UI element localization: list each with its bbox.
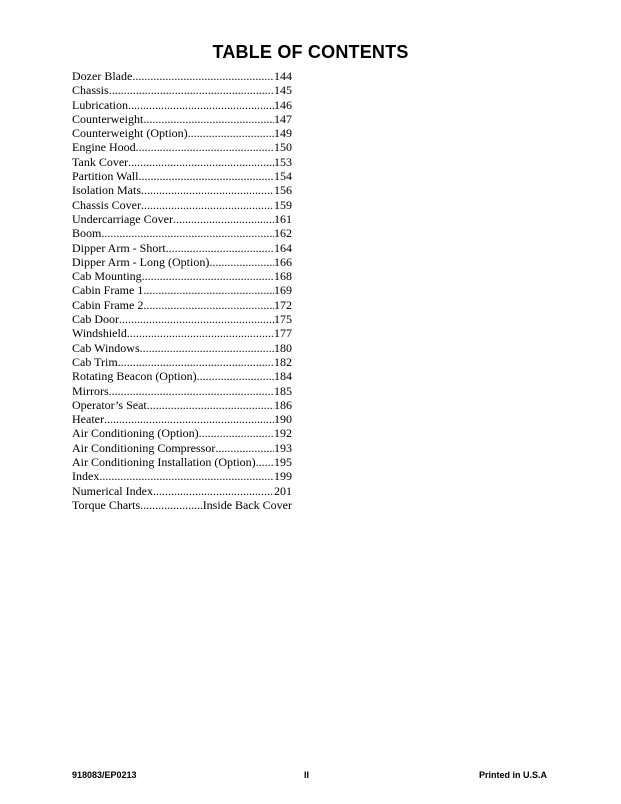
toc-entry-label: Dipper Arm - Long (Option) — [72, 254, 210, 269]
toc-entry-label: Tank Cover — [72, 154, 129, 169]
page-title: TABLE OF CONTENTS — [212, 42, 409, 62]
toc-entry-label: Air Conditioning Installation (Option) — [72, 455, 256, 470]
dot-leader — [141, 198, 274, 212]
dot-leader — [109, 83, 274, 97]
dot-leader — [215, 441, 274, 455]
dot-leader — [101, 226, 274, 240]
toc-entry[interactable] — [72, 312, 292, 326]
toc-entry[interactable] — [72, 226, 292, 240]
dot-leader — [256, 455, 274, 469]
toc-entry[interactable] — [72, 126, 292, 140]
toc-entry[interactable] — [72, 98, 292, 112]
toc-entry-page: 169 — [274, 283, 292, 298]
toc-entry[interactable] — [72, 355, 292, 369]
dot-leader — [141, 183, 274, 197]
toc-entry-label: Rotating Beacon (Option) — [72, 369, 197, 384]
toc-entry-label: Lubrication — [72, 97, 128, 112]
toc-entry-label: Index — [72, 469, 100, 484]
toc-entry-page: 162 — [274, 226, 292, 241]
toc-entry-label: Isolation Mats — [72, 183, 141, 198]
toc-entry-page: 153 — [274, 154, 292, 169]
toc-entry-page: 185 — [274, 383, 292, 398]
footer-doc-number: 918083/EP0213 — [72, 770, 137, 780]
toc-entry-label: Numerical Index — [72, 483, 153, 498]
dot-leader — [153, 484, 274, 498]
toc-entry[interactable] — [72, 326, 292, 340]
dot-leader — [166, 241, 274, 255]
toc-entry[interactable] — [72, 198, 292, 212]
toc-entry-page: 156 — [274, 183, 292, 198]
toc-entry-page: 147 — [274, 111, 292, 126]
toc-entry-page: 149 — [274, 126, 292, 141]
dot-leader — [128, 98, 274, 112]
dot-leader — [197, 369, 274, 383]
dot-leader — [119, 312, 274, 326]
dot-leader — [147, 398, 274, 412]
toc-entry-label: Air Conditioning (Option) — [72, 426, 199, 441]
toc-entry[interactable] — [72, 426, 292, 440]
toc-entry-page: 144 — [274, 69, 292, 83]
toc-entry[interactable] — [72, 398, 292, 412]
dot-leader — [104, 412, 274, 426]
toc-entry-page: 199 — [274, 469, 292, 484]
toc-entry[interactable] — [72, 241, 292, 255]
toc-entry-label: Chassis — [72, 83, 109, 98]
toc-entry[interactable] — [72, 469, 292, 483]
toc-entry-label: Torque Charts — [72, 497, 141, 512]
toc-entry[interactable] — [72, 140, 292, 154]
toc-entry-label: Dipper Arm - Short — [72, 240, 166, 255]
toc-entry-label: Windshield — [72, 326, 127, 341]
toc-entry-label: Boom — [72, 226, 102, 241]
toc-entry-label: Partition Wall — [72, 169, 139, 184]
footer-printed: Printed in U.S.A — [478, 770, 547, 780]
toc-entry[interactable] — [72, 269, 292, 283]
toc-entry-page: 161 — [274, 211, 292, 226]
toc-entry-label: Cabin Frame 2 — [72, 297, 144, 312]
toc-entry-label: Cab Windows — [72, 340, 140, 355]
toc-entry-page: 146 — [274, 97, 292, 112]
toc-entry-page: 180 — [274, 340, 292, 355]
dot-leader — [173, 212, 274, 226]
toc-entry-label: Mirrors — [72, 383, 109, 398]
toc-entry-label: Counterweight — [72, 111, 144, 126]
toc-entry-label: Chassis Cover — [72, 197, 141, 212]
dot-leader — [127, 326, 274, 340]
toc-entry-page: 184 — [274, 369, 292, 384]
toc-entry-label: Cab Trim — [72, 354, 118, 369]
toc-entry-label: Undercarriage Cover — [72, 211, 173, 226]
toc-entry-page: 164 — [274, 240, 292, 255]
dot-leader — [132, 69, 274, 83]
toc-entry[interactable] — [72, 283, 292, 297]
toc-entry-page: 172 — [274, 297, 292, 312]
toc-entry-page: 192 — [274, 426, 292, 441]
toc-entry[interactable] — [72, 255, 292, 269]
toc-entry[interactable] — [72, 484, 292, 498]
toc-entry[interactable] — [72, 441, 292, 455]
toc-entry-page: 166 — [274, 254, 292, 269]
footer-page-number: II — [304, 770, 310, 780]
toc-entry-label: Cabin Frame 1 — [72, 283, 144, 298]
toc-entry[interactable] — [72, 212, 292, 226]
dot-leader — [128, 155, 274, 169]
toc-entry[interactable] — [72, 183, 292, 197]
toc-entry[interactable] — [72, 498, 292, 512]
toc-entry-label: Heater — [72, 412, 104, 427]
toc-entry[interactable] — [72, 169, 292, 183]
dot-leader — [142, 269, 274, 283]
toc-entry-page: 186 — [274, 397, 292, 412]
toc-entry[interactable] — [72, 298, 292, 312]
dot-leader — [99, 469, 274, 483]
dot-leader — [140, 498, 203, 512]
toc-entry-label: Counterweight (Option) — [72, 126, 188, 141]
dot-leader — [136, 140, 274, 154]
toc-entry-page: 175 — [274, 312, 292, 327]
toc-entry-page: 145 — [274, 83, 292, 98]
toc-entry[interactable] — [72, 455, 292, 469]
toc-entry[interactable] — [72, 412, 292, 426]
toc-entry-label: Cab Mounting — [72, 269, 142, 284]
toc-entry[interactable] — [72, 341, 292, 355]
dot-leader — [199, 426, 274, 440]
dot-leader — [188, 126, 274, 140]
toc-entry-page: Inside Back Cover — [202, 497, 292, 512]
toc-entry-label: Air Conditioning Compressor — [72, 440, 216, 455]
toc-entry-page: 195 — [274, 455, 292, 470]
dot-leader — [140, 341, 274, 355]
table-of-contents — [72, 69, 292, 512]
toc-entry[interactable] — [72, 369, 292, 383]
toc-entry[interactable] — [72, 69, 292, 83]
toc-entry[interactable] — [72, 384, 292, 398]
toc-entry-page: 150 — [274, 140, 292, 155]
toc-entry-page: 154 — [274, 169, 292, 184]
dot-leader — [143, 112, 274, 126]
dot-leader — [209, 255, 274, 269]
toc-entry-page: 159 — [274, 197, 292, 212]
toc-entry-page: 177 — [274, 326, 292, 341]
toc-entry-label: Cab Door — [72, 312, 119, 327]
toc-entry-page: 190 — [274, 412, 292, 427]
toc-entry-page: 201 — [274, 483, 292, 498]
toc-entry-page: 168 — [274, 269, 292, 284]
dot-leader — [109, 384, 274, 398]
toc-entry[interactable] — [72, 112, 292, 126]
dot-leader — [143, 283, 274, 297]
dot-leader — [138, 169, 274, 183]
toc-entry[interactable] — [72, 83, 292, 97]
toc-entry[interactable] — [72, 155, 292, 169]
toc-entry-page: 193 — [274, 440, 292, 455]
toc-entry-label: Dozer Blade — [72, 69, 133, 83]
dot-leader — [118, 355, 274, 369]
toc-entry-label: Operator’s Seat — [72, 397, 147, 412]
toc-entry-page: 182 — [274, 354, 292, 369]
toc-entry-label: Engine Hood — [72, 140, 136, 155]
dot-leader — [143, 298, 274, 312]
